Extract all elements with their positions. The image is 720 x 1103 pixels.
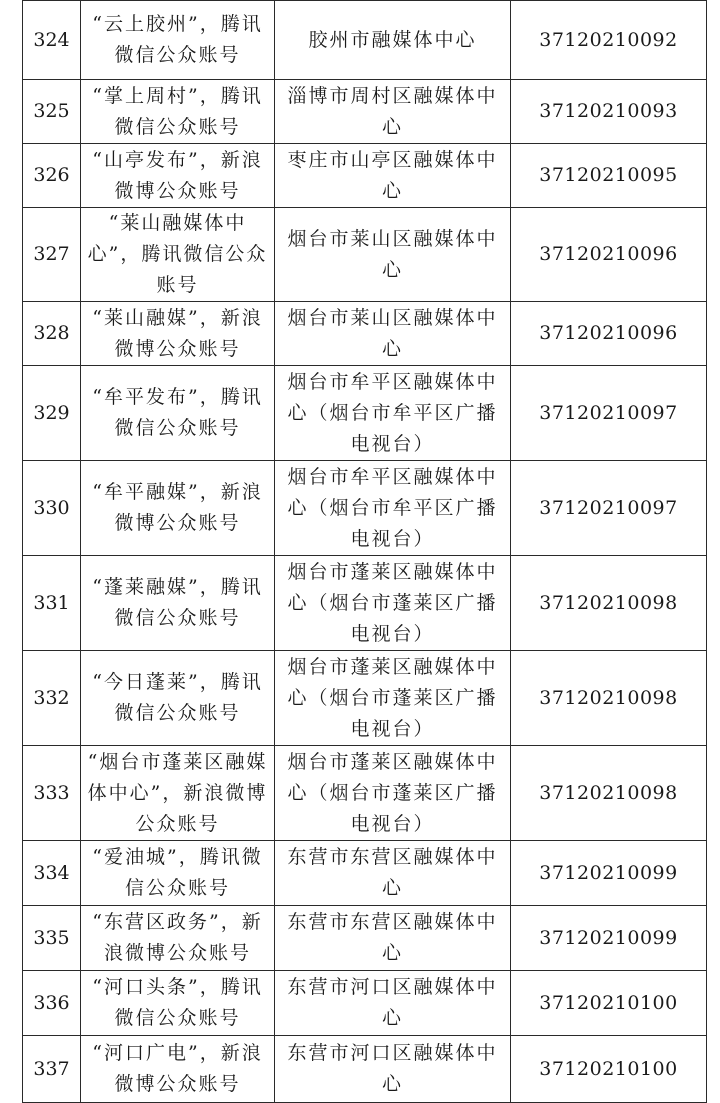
row-number: 324 <box>23 1 81 80</box>
row-number: 332 <box>23 651 81 746</box>
row-number: 333 <box>23 746 81 841</box>
organization-name: 胶州市融媒体中心 <box>275 1 511 80</box>
organization-name: 烟台市蓬莱区融媒体中心（烟台市蓬莱区广播电视台） <box>275 746 511 841</box>
organization-name: 烟台市莱山区融媒体中心 <box>275 208 511 302</box>
account-name: “云上胶州”，腾讯微信公众账号 <box>81 1 275 80</box>
organization-name: 枣庄市山亭区融媒体中心 <box>275 144 511 208</box>
row-number: 335 <box>23 906 81 971</box>
organization-name: 东营市河口区融媒体中心 <box>275 1036 511 1103</box>
account-name: “蓬莱融媒”，腾讯微信公众账号 <box>81 556 275 651</box>
license-code: 37120210098 <box>511 651 707 746</box>
license-code: 37120210092 <box>511 1 707 80</box>
organization-name: 烟台市蓬莱区融媒体中心（烟台市蓬莱区广播电视台） <box>275 556 511 651</box>
organization-name: 烟台市莱山区融媒体中心 <box>275 302 511 366</box>
registry-table <box>22 0 707 1103</box>
license-code: 37120210095 <box>511 144 707 208</box>
organization-name: 烟台市牟平区融媒体中心（烟台市牟平区广播电视台） <box>275 366 511 461</box>
account-name: “今日蓬莱”，腾讯微信公众账号 <box>81 651 275 746</box>
account-name: “牟平融媒”，新浪微博公众账号 <box>81 461 275 556</box>
row-number: 328 <box>23 302 81 366</box>
license-code: 37120210096 <box>511 208 707 302</box>
table-row <box>23 1 707 80</box>
row-number: 327 <box>23 208 81 302</box>
account-name: “东营区政务”，新浪微博公众账号 <box>81 906 275 971</box>
license-code: 37120210099 <box>511 906 707 971</box>
account-name: “爱油城”，腾讯微信公众账号 <box>81 841 275 906</box>
table-row <box>23 1036 707 1103</box>
table-row <box>23 746 707 841</box>
license-code: 37120210096 <box>511 302 707 366</box>
table-row <box>23 651 707 746</box>
row-number: 331 <box>23 556 81 651</box>
row-number: 325 <box>23 80 81 144</box>
license-code: 37120210098 <box>511 556 707 651</box>
row-number: 326 <box>23 144 81 208</box>
table-row <box>23 80 707 144</box>
table-row <box>23 366 707 461</box>
row-number: 334 <box>23 841 81 906</box>
organization-name: 东营市河口区融媒体中心 <box>275 971 511 1036</box>
license-code: 37120210093 <box>511 80 707 144</box>
organization-name: 烟台市蓬莱区融媒体中心（烟台市蓬莱区广播电视台） <box>275 651 511 746</box>
license-code: 37120210097 <box>511 366 707 461</box>
account-name: “牟平发布”，腾讯微信公众账号 <box>81 366 275 461</box>
license-code: 37120210098 <box>511 746 707 841</box>
organization-name: 淄博市周村区融媒体中心 <box>275 80 511 144</box>
table-row <box>23 208 707 302</box>
account-name: “河口广电”，新浪微博公众账号 <box>81 1036 275 1103</box>
organization-name: 烟台市牟平区融媒体中心（烟台市牟平区广播电视台） <box>275 461 511 556</box>
row-number: 329 <box>23 366 81 461</box>
table-row <box>23 906 707 971</box>
license-code: 37120210097 <box>511 461 707 556</box>
license-code: 37120210100 <box>511 1036 707 1103</box>
row-number: 337 <box>23 1036 81 1103</box>
table-row <box>23 144 707 208</box>
account-name: “莱山融媒”，新浪微博公众账号 <box>81 302 275 366</box>
table-row <box>23 302 707 366</box>
account-name: “山亭发布”，新浪微博公众账号 <box>81 144 275 208</box>
row-number: 336 <box>23 971 81 1036</box>
row-number: 330 <box>23 461 81 556</box>
table-row <box>23 461 707 556</box>
organization-name: 东营市东营区融媒体中心 <box>275 841 511 906</box>
table-row <box>23 971 707 1036</box>
table-row <box>23 556 707 651</box>
table-row <box>23 841 707 906</box>
account-name: “烟台市蓬莱区融媒体中心”，新浪微博公众账号 <box>81 746 275 841</box>
organization-name: 东营市东营区融媒体中心 <box>275 906 511 971</box>
license-code: 37120210100 <box>511 971 707 1036</box>
account-name: “莱山融媒体中心”，腾讯微信公众账号 <box>81 208 275 302</box>
account-name: “河口头条”，腾讯微信公众账号 <box>81 971 275 1036</box>
license-code: 37120210099 <box>511 841 707 906</box>
account-name: “掌上周村”，腾讯微信公众账号 <box>81 80 275 144</box>
